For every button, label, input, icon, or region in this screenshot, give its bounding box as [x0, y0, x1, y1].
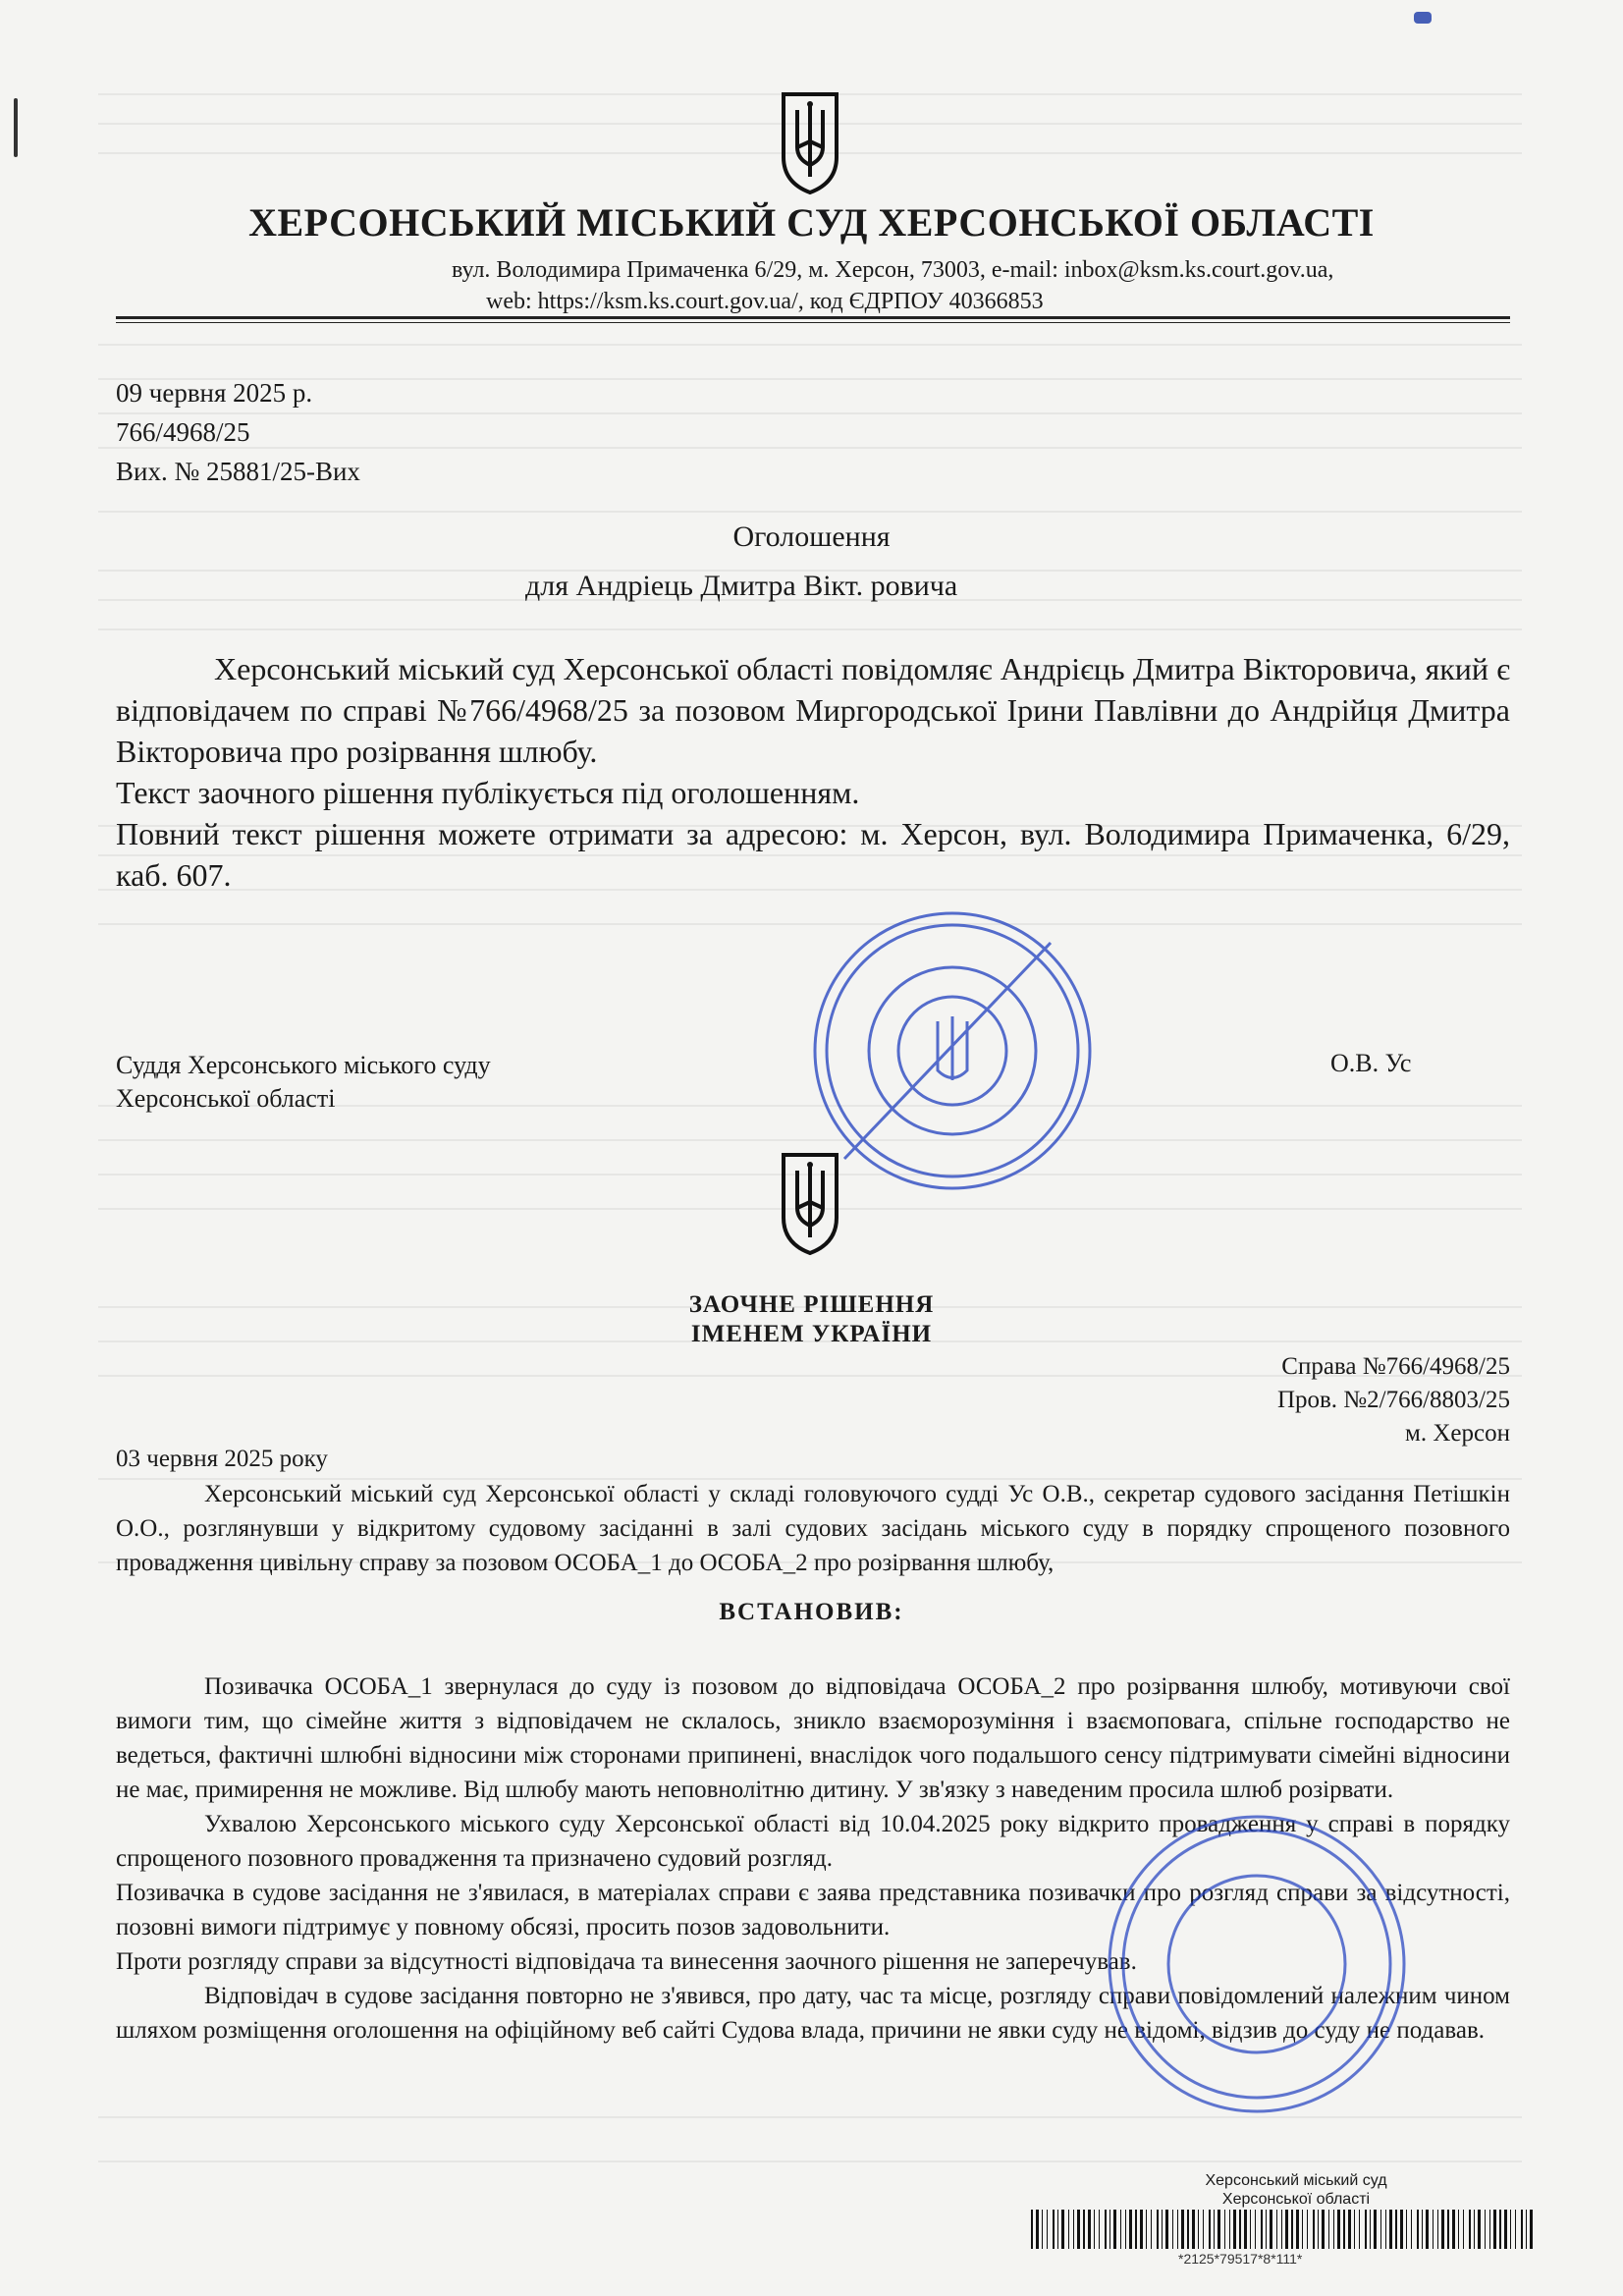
header-divider-thin	[116, 322, 1510, 323]
decision-paragraph: Позивачка в судове засідання не з'явилася, в матеріалах справи є заява представника позивачки про розгляд справи за відсутності, позовні вимоги підтримує у повному обсязі, просить позов задовольнити.	[116, 1880, 1510, 1941]
court-seal-stamp	[805, 903, 1100, 1198]
announcement-title: Оголошення	[732, 520, 891, 553]
judge-position	[116, 1049, 491, 1116]
established-heading: ВСТАНОВИВ:	[719, 1599, 904, 1625]
barcode-number: *2125*79517*8*111*	[1178, 2251, 1303, 2267]
decision-paragraph: Позивачка ОСОБА_1 звернулася до суду із позовом до відповідача ОСОБА_2 про розірвання шлюбу, мотивуючи свої вимоги тим, що сімейне життя з відповідачем не склалось, зникло взаєморозуміння і взаємоповага, спільне господарство не ведеться, фактичні шлюбні відносини між сторонами припинені, внаслідок чого подальшого сенсу підтримувати сімейні відносини не має, примирення не можливе. Від шлюбу мають неповнолітню дитину. У зв'язку з наведеним просила шлюб розірвати.	[116, 1673, 1510, 1803]
footer-court-line1: Херсонський міський суд	[1205, 2172, 1387, 2189]
ink-mark	[1414, 12, 1432, 24]
document-barcode	[1031, 2210, 1542, 2249]
header-divider-thick	[116, 316, 1510, 319]
footer-court-line2: Херсонської області	[1221, 2191, 1371, 2208]
announcement-paragraph: Текст заочного рішення публікується під оголошенням.	[116, 775, 860, 810]
trident-emblem-icon	[776, 88, 844, 196]
decision-paragraph: Ухвалою Херсонського міського суду Херсонської області від 10.04.2025 року відкрито провадження у справі в порядку спрощеного позовного провадження та призначено судовий розгляд.	[116, 1811, 1510, 1872]
decision-paragraph: Відповідач в судове засідання повторно не з'явився, про дату, час та місце, розгляду справи повідомлений належним чином шляхом розміщення оголошення на офіційному веб сайті Судова влада, причини не явки суду не відомі, відзив до суду не подавав.	[116, 1983, 1510, 2044]
letter-case-number: 766/4968/25	[116, 417, 250, 447]
decision-intro-text: Херсонський міський суд Херсонської області у складі головуючого судді Ус О.В., секретар судового засідання Петішкін О.О., розглянувши у відкритому судовому засіданні в залі судових засідань міського суду в порядку спрощеного позовного провадження цивільну справу за позовом ОСОБА_1 до ОСОБА_2 про розірвання шлюбу,	[116, 1481, 1510, 1576]
court-address-line1: вул. Володимира Примаченка 6/29, м. Херсон, 73003, e-mail: inbox@ksm.ks.court.gov.ua,	[452, 257, 1334, 283]
court-seal-stamp	[1100, 1777, 1414, 2151]
judge-position-line1: Суддя Херсонського міського суду	[116, 1051, 491, 1079]
announcement-paragraph: Херсонський міський суд Херсонської області повідомляє Андрієць Дмитра Вікторовича, який є відповідачем по справі №766/4968/25 за позовом Миргородської Ірини Павлівни до Андрійця Дмитра Вікторовича про розірвання шлюбу.	[116, 651, 1510, 769]
decision-case-ref: Справа №766/4968/25	[1281, 1353, 1510, 1380]
decision-city: м. Херсон	[1405, 1420, 1510, 1447]
announcement-addressee: для Андріець Дмитра Вікт. ровича	[525, 570, 958, 602]
announcement-paragraph: Повний текст рішення можете отримати за адресою: м. Херсон, вул. Володимира Примаченка, 6/29, каб. 607.	[116, 816, 1510, 893]
judge-name: О.В. Ус	[1330, 1049, 1412, 1077]
decision-paragraph: Проти розгляду справи за відсутності відповідача та винесення заочного рішення не заперечував.	[116, 1948, 1137, 1975]
decision-subtitle: ІМЕНЕМ УКРАЇНИ	[690, 1321, 933, 1347]
court-address-line2: web: https://ksm.ks.court.gov.ua/, код ЄДРПОУ 40366853	[486, 289, 1044, 314]
decision-title: ЗАОЧНЕ РІШЕННЯ	[688, 1291, 935, 1318]
decision-date: 03 червня 2025 року	[116, 1446, 328, 1472]
footer-court-name	[1168, 2171, 1424, 2209]
letter-date: 09 червня 2025 р.	[116, 378, 313, 408]
trident-emblem-icon	[776, 1149, 844, 1257]
outgoing-number: Вих. № 25881/25-Вих	[116, 457, 360, 486]
page-edge-mark	[14, 98, 18, 157]
court-name-heading: ХЕРСОНСЬКИЙ МІСЬКИЙ СУД ХЕРСОНСЬКОЇ ОБЛАСТІ	[248, 200, 1375, 245]
announcement-body	[116, 648, 1510, 896]
decision-proceeding-ref: Пров. №2/766/8803/25	[1276, 1387, 1510, 1413]
decision-intro	[116, 1477, 1510, 1580]
judge-position-line2: Херсонської області	[116, 1084, 336, 1113]
